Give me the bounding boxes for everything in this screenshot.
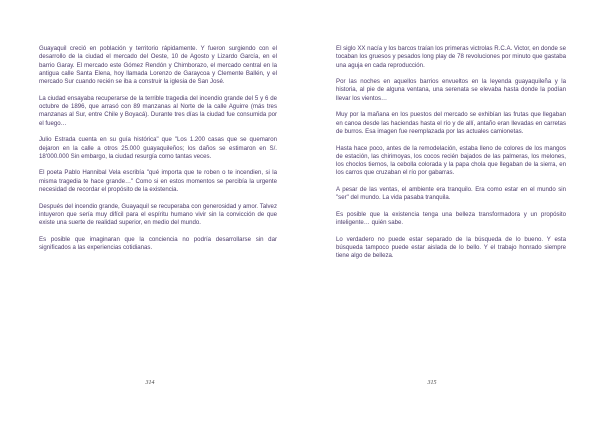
page-number-left: 314 bbox=[145, 380, 155, 386]
paragraph: La ciudad ensayaba recuperarse de la terrible tragedia del incendio grande del 5 y 6 de octubre de 1896, que arrasó con 89 manzanas al Norte de la calle Aguirre (más tres manzanas al Sur, entre Chile y Boyacá). Durante tres días la ciudad fue consumida por el fuego… bbox=[39, 94, 277, 127]
page-number-right: 315 bbox=[427, 380, 437, 386]
paragraph: Es posible que imaginaran que la conciencia no podría desarrollarse sin dar significados a las experiencias cotidianas. bbox=[39, 235, 277, 252]
right-page-text bbox=[336, 45, 566, 261]
paragraph: El poeta Pablo Hannibal Vela escribía "qué importa que te roben o te incendien, si la misma tragedia te hace grande…" Como si en estos momentos se percibía la urgente necesidad de recordar el propósito de la existencia. bbox=[39, 169, 277, 194]
paragraph: Hasta hace poco, antes de la remodelación, estaba lleno de colores de los mangos de estación, las chirimoyas, los cocos recién bajados de las palmeras, los melones, los choclos tiernos, la cebolla colorada y la papa chola que llegaban de la sierra, en los carros que cruzaban el río por gabarras. bbox=[336, 144, 566, 177]
paragraph: Después del incendio grande, Guayaquil se recuperaba con generosidad y amor. Talvez intuyeron que sería muy difícil para el espíritu humano vivir sin la convicción de que existe una suerte de realidad superior, en medio del mundo. bbox=[39, 202, 277, 227]
paragraph: Julio Estrada cuenta en su guía histórica" que "Los 1.200 casas que se quemaron dejaron en la calle a otros 25.000 guayaquileños; los daños se estimaron en S/. 18'000.000 Sin embargo, la ciudad resurgía como tantas veces. bbox=[39, 136, 277, 160]
paragraph: Guayaquil creció en población y territorio rápidamente. Y fueron surgiendo con el desarrollo de la ciudad el mercado del Oeste, 10 de Agosto y Lizardo García, en el barrio Garay. El mercado este Gómez Rendón y Chimborazo, el mercado central en la antigua calle Santa Elena, hoy llamada Lorenzo de Garaycoa y Clemente Ballén, y el mercado Sur cuando recién se iba a construir la iglesia de San José. bbox=[39, 45, 277, 86]
paragraph: Por las noches en aquellos barrios envueltos en la leyenda guayaquileña y la historia, al pie de alguna ventana, una serenata se elevaba hasta donde la podían llevar los vientos… bbox=[336, 78, 566, 102]
right-page bbox=[300, 0, 600, 425]
paragraph: A pesar de las ventas, el ambiente era tranquilo. Era como estar en el mundo sin "ser" del mundo. La vida pasaba tranquila. bbox=[336, 186, 566, 202]
paragraph: Es posible que la existencia tenga una belleza transformadora y un propósito inteligente… quién sabe. bbox=[336, 210, 566, 227]
left-page-text bbox=[39, 45, 277, 252]
paragraph: El siglo XX nacía y los barcos traían los primeras victrolas R.C.A. Victor, en donde se tocaban los gruesos y pesados long play de 78 revoluciones por minuto que gastaba una aguja en cada reproducción. bbox=[336, 45, 566, 69]
paragraph: Lo verdadero no puede estar separado de la búsqueda de lo bueno. Y esta búsqueda tampoco puede estar aislada de lo bello. Y el trabajo honrado siempre tiene algo de belleza. bbox=[336, 235, 566, 260]
paragraph: Muy por la mañana en los puestos del mercado se exhibían las frutas que llegaban en canoa desde las haciendas hasta el río y de allí, antaño eran llevadas en carretas de burros. Esa imagen fue reemplazada por las actuales camionetas. bbox=[336, 111, 566, 135]
